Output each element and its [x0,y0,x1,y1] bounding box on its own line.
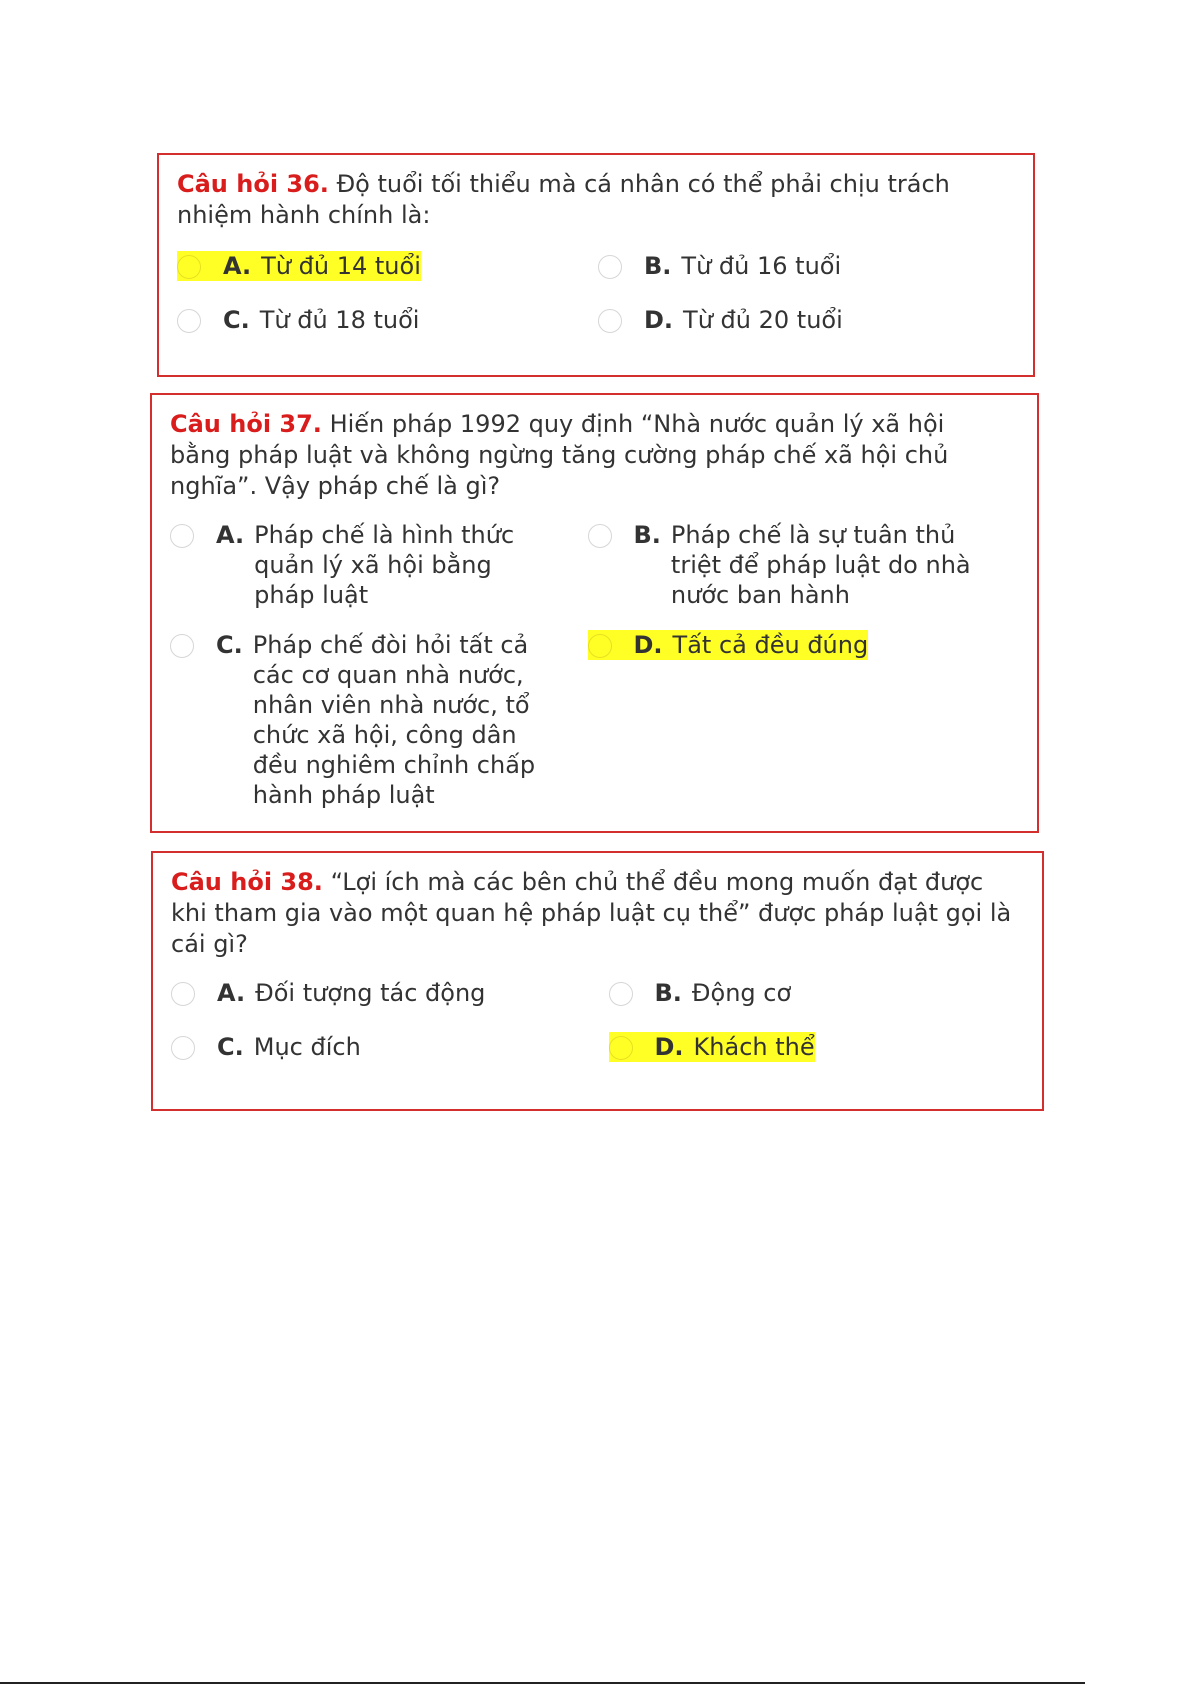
q38-option-a[interactable] [171,978,592,1008]
q37-option-c-letter: C. [216,631,243,659]
q37-option-c[interactable] [170,630,568,810]
q38-option-a-letter: A. [217,979,246,1007]
q37-option-c-radio[interactable] [170,634,194,658]
q37-option-a[interactable] [170,520,568,610]
q37-option-c-text: Pháp chế đòi hỏi tất cả các cơ quan nhà nước, nhân viên nhà nước, tổ chức xã hội, công dân đều nghiêm chỉnh chấp hành pháp luật [252,631,536,809]
q38-option-c[interactable] [171,1032,592,1062]
q37-option-a-radio[interactable] [170,524,194,548]
q38-option-c-letter: C. [217,1033,244,1061]
question-38-body: “Lợi ích mà các bên chủ thể đều mong muốn đạt được khi tham gia vào một quan hệ pháp luật cụ thể” được pháp luật gọi là cái gì? [171,868,1012,958]
q36-option-b[interactable] [591,251,993,281]
q38-option-b[interactable] [604,978,1025,1008]
question-37-text [170,409,977,502]
q36-option-c-radio[interactable] [177,309,201,333]
q36-option-c-letter: C. [223,306,250,334]
q37-option-b-radio[interactable] [588,524,612,548]
q37-option-b[interactable] [580,520,978,610]
q36-option-a-text: Từ đủ 14 tuổi [261,252,421,280]
q38-option-d-letter: D. [654,1033,684,1061]
q36-option-d[interactable] [591,305,993,335]
q36-option-d-text: Từ đủ 20 tuổi [683,306,843,334]
q38-option-a-text: Đối tượng tác động [255,979,486,1007]
q37-option-b-letter: B. [633,521,661,549]
q36-option-b-radio[interactable] [598,255,622,279]
question-37-label: Câu hỏi 37. [170,410,322,438]
q36-option-a-letter: A. [223,252,252,280]
q36-option-a[interactable] [177,251,579,281]
question-36-text [177,169,993,231]
q37-option-d-text: Tất cả đều đúng [672,631,869,659]
q38-option-d-highlight [609,1032,815,1062]
q36-option-c-text: Từ đủ 18 tuổi [259,306,420,334]
question-37-body: Hiến pháp 1992 quy định “Nhà nước quản lý xã hội bằng pháp luật và không ngừng tăng cường pháp chế xã hội chủ nghĩa”. Vậy pháp chế là gì? [170,410,949,500]
q38-option-b-letter: B. [654,979,682,1007]
q37-option-d-radio[interactable] [588,634,612,658]
q36-option-a-highlight [177,251,421,281]
question-36-box [157,153,1035,377]
question-38-text [171,867,1024,960]
q36-option-d-letter: D. [644,306,674,334]
q37-option-d-letter: D. [633,631,663,659]
q36-option-d-radio[interactable] [598,309,622,333]
q36-option-b-text: Từ đủ 16 tuổi [681,252,842,280]
q38-option-b-radio[interactable] [609,982,633,1006]
question-37-options [170,520,977,810]
page-bottom-rule [0,1682,1085,1684]
q37-option-d-highlight [588,630,869,660]
q36-option-b-letter: B. [644,252,672,280]
q37-option-d[interactable] [580,630,978,810]
q38-option-c-radio[interactable] [171,1036,195,1060]
question-38-options [171,978,1024,1062]
q38-option-c-text: Mục đích [253,1033,361,1061]
q38-option-a-radio[interactable] [171,982,195,1006]
question-36-body: Độ tuổi tối thiểu mà cá nhân có thể phải chịu trách nhiệm hành chính là: [177,170,950,229]
q38-option-d-radio[interactable] [609,1036,633,1060]
question-38-box [151,851,1044,1111]
question-36-label: Câu hỏi 36. [177,170,329,198]
q37-option-a-letter: A. [216,521,245,549]
q36-option-a-radio[interactable] [177,255,201,279]
q36-option-c[interactable] [177,305,579,335]
q38-option-b-text: Động cơ [691,979,792,1007]
question-38-label: Câu hỏi 38. [171,868,323,896]
q38-option-d-text: Khách thể [693,1033,815,1061]
q37-option-b-text: Pháp chế là sự tuân thủ triệt để pháp luật do nhà nước ban hành [670,521,971,609]
question-36-options [177,251,993,335]
question-37-box [150,393,1039,833]
q38-option-d[interactable] [604,1032,1025,1062]
q37-option-a-text: Pháp chế là hình thức quản lý xã hội bằng pháp luật [254,521,515,609]
